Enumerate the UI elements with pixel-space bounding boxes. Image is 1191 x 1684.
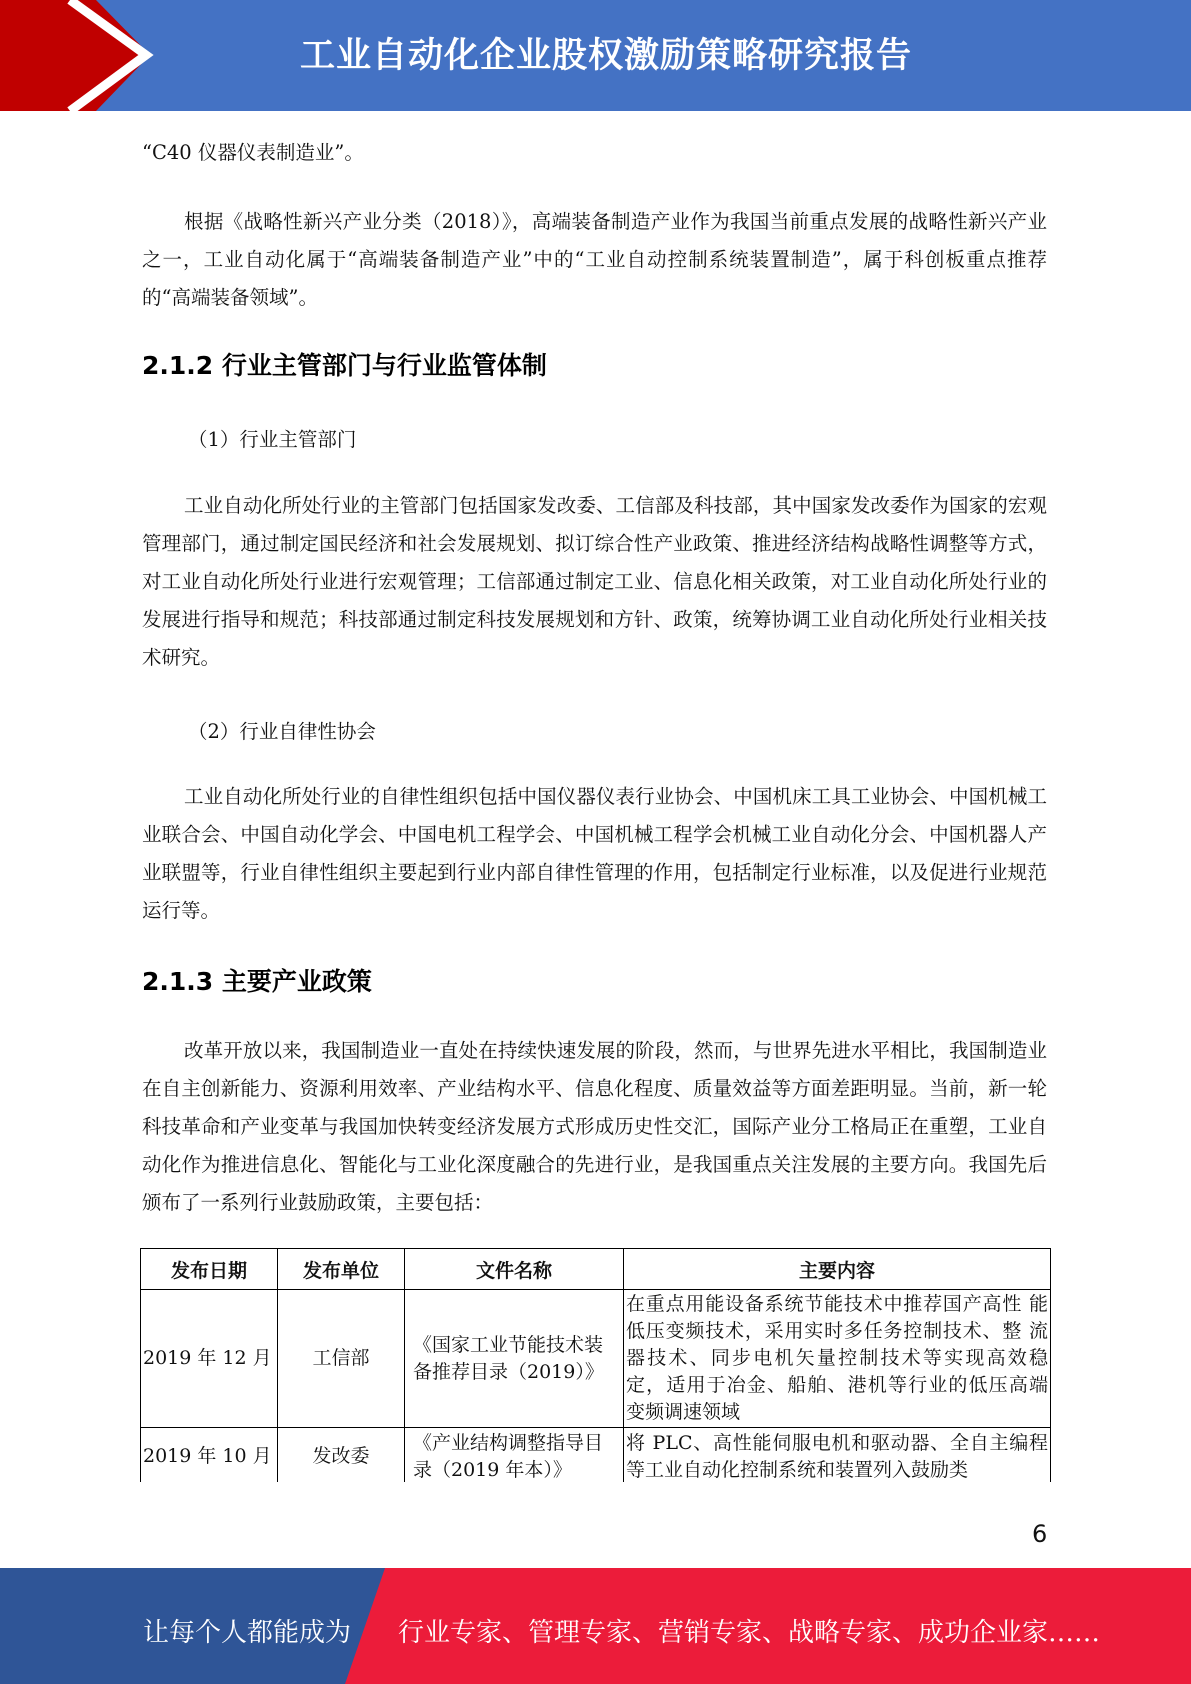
table-row [141,1428,1051,1486]
page-header [0,0,1191,111]
cell-content: 在重点用能设备系统节能技术中推荐国产高性 能低压变频技术，采用实时多任务控制技术、整 流器技术、同步电机矢量控制技术等实现高效稳 定，适用于冶金、船舶、港机等行业的低压高端 变频调速领域 [624,1290,1051,1428]
cell-doc: 《产业结构调整指导目录（2019 年本）》 [405,1428,624,1486]
page-footer [0,1568,1191,1684]
section-heading-2-1-3: 2.1.3 主要产业政策 [142,967,372,996]
cell-unit: 工信部 [278,1290,405,1428]
policy-table [140,1248,1051,1486]
page-break-mask [139,1482,1053,1502]
header-doc: 文件名称 [405,1249,624,1290]
cell-doc: 《国家工业节能技术装备推荐目录（2019）》 [405,1290,624,1428]
cell-date: 2019 年 12 月 [141,1290,278,1428]
page-number: 6 [1032,1520,1048,1548]
cell-unit: 发改委 [278,1428,405,1486]
subheading-associations: （2）行业自律性协会 [188,720,376,743]
header-content: 主要内容 [624,1249,1051,1290]
paragraph-strategic-industry: 根据《战略性新兴产业分类（2018）》，高端装备制造产业作为我国当前重点发展的战略性新兴产业之一，工业自动化属于“高端装备制造产业”中的“工业自动控制系统装置制造”，属于科创板重点推荐的“高端装备领域”。 [142,210,1047,309]
cell-content: 将 PLC、高性能伺服电机和驱动器、全自主编程等工业自动化控制系统和装置列入鼓励类 [624,1428,1051,1486]
section-heading-2-1-2: 2.1.2 行业主管部门与行业监管体制 [142,351,547,380]
paragraph-associations: 工业自动化所处行业的自律性组织包括中国仪器仪表行业协会、中国机床工具工业协会、中国机械工业联合会、中国自动化学会、中国电机工程学会、中国机械工程学会机械工业自动化分会、中国机器人产业联盟等，行业自律性组织主要起到行业内部自律性管理的作用，包括制定行业标准，以及促进行业规范运行等。 [142,785,1047,922]
cell-date: 2019 年 10 月 [141,1428,278,1486]
header-unit: 发布单位 [278,1249,405,1290]
paragraph-c40: “C40 仪器仪表制造业”。 [142,141,364,164]
paragraph-authority: 工业自动化所处行业的主管部门包括国家发改委、工信部及科技部，其中国家发改委作为国家的宏观管理部门，通过制定国民经济和社会发展规划、拟订综合性产业政策、推进经济结构战略性调整等方式，对工业自动化所处行业进行宏观管理；工信部通过制定工业、信息化相关政策，对工业自动化所处行业的发展进行指导和规范；科技部通过制定科技发展规划和方针、政策，统筹协调工业自动化所处行业相关技术研究。 [142,494,1047,669]
footer-slogan-right: 行业专家、管理专家、营销专家、战略专家、成功企业家…… [398,1618,1101,1648]
footer-slogan-left: 让每个人都能成为 [143,1618,352,1648]
paragraph-policies-intro: 改革开放以来，我国制造业一直处在持续快速发展的阶段，然而，与世界先进水平相比，我国制造业在自主创新能力、资源利用效率、产业结构水平、信息化程度、质量效益等方面差距明显。当前，新一轮科技革命和产业变革与我国加快转变经济发展方式形成历史性交汇，国际产业分工格局正在重塑，工业自动化作为推进信息化、智能化与工业化深度融合的先进行业，是我国重点关注发展的主要方向。我国先后颁布了一系列行业鼓励政策，主要包括： [142,1039,1047,1214]
report-title: 工业自动化企业股权激励策略研究报告 [300,36,913,76]
table-row [141,1290,1051,1428]
header-date: 发布日期 [141,1249,278,1290]
subheading-authority: （1）行业主管部门 [188,428,357,451]
table-header-row [141,1249,1051,1290]
